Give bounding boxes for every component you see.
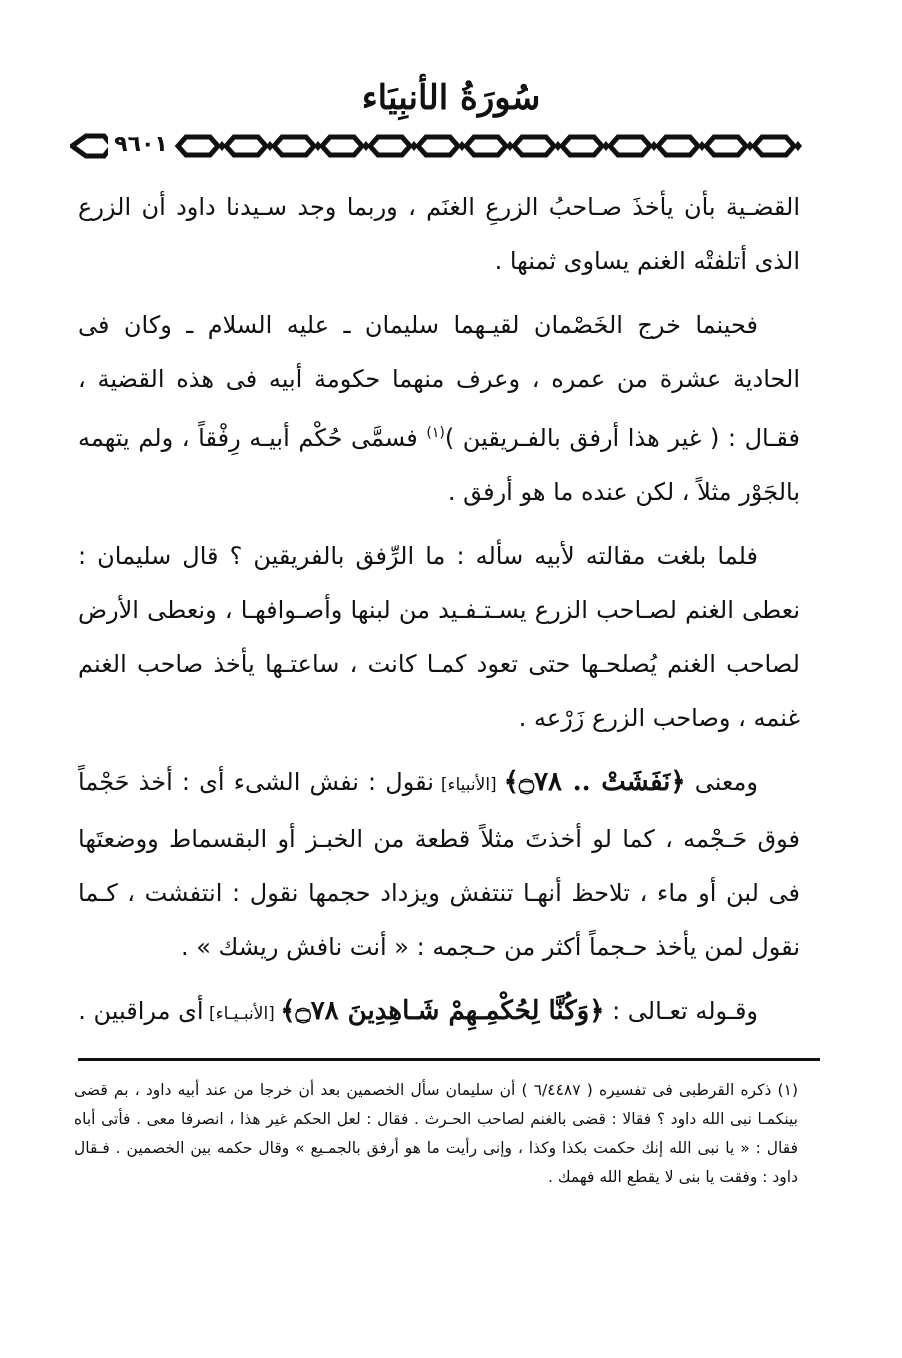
chain-link-ornament xyxy=(418,137,458,155)
footnote-reference: (١) xyxy=(426,425,445,441)
footnote-text: (١) ذكره القرطبى فى تفسيره ( ٦/٤٤٨٧ ) أن سليمان سأل الخصمين بعد أن خرجا من عند أبيه داود ، بم قضى بينكمـا نبى الله داود ؟ فقالا : قضى بالغنم لصاحب الحـرث . فقال : لعل الحكم غير هذا ، انصرفا معى . فأتى أباه فقال : « يا نبى الله إنك حكمت بكذا وكذا ، وإنى رأيت ما هو أرفق بالجمـيع » وقال حكمه بين الخصمين . فـقال داود : وفقت يا بنى لا يقطع الله فهمك . xyxy=(74,1081,798,1186)
chain-link-ornament xyxy=(322,137,362,155)
chain-link-ornament xyxy=(226,137,266,155)
surah-title: سُورَةُ الأنبِيَاء xyxy=(361,78,541,118)
paragraph-4-text-b: نقول : نفش الشىء أى : أخذ حَجْماً فوق حَـجْمه ، كما لو أخذتَ مثلاً قطعة من الخبـز أو البقسماط ووضعتَها فى لبن أو ماء ، تلاحظ أنهـا تنتفش ويزداد حجمها نقول : انتفشت ، كـما نقول لمن يأخذ حـجماً أكثر من حـجمه : « أنت نافش ريشك » . xyxy=(78,768,800,961)
chain-link-ornament xyxy=(370,137,410,155)
paragraph-2 xyxy=(78,298,800,519)
chain-link-ornament xyxy=(658,137,698,155)
paragraph-5 xyxy=(78,984,800,1041)
footnote xyxy=(74,1076,798,1192)
chain-link-ornament xyxy=(610,137,650,155)
paragraph-4-text-a: ومعنى xyxy=(685,768,758,796)
paragraph-1: القضـية بأن يأخذَ صـاحبُ الزرعِ الغنَم ، وربما وجد سـيدنا داود أن الزرع الذى أتلفتْه الغنم يساوى ثمنها . xyxy=(78,193,800,275)
chain-ornament-band xyxy=(70,126,832,166)
chain-link-ornament xyxy=(562,137,602,155)
paragraph-4 xyxy=(78,755,800,974)
surah-reference: [الأنبياء] xyxy=(433,775,504,795)
paragraph-5-text-b: أى مراقبين . xyxy=(78,997,204,1025)
page-number: ٩٦٠١ xyxy=(108,130,174,160)
footnote-divider xyxy=(78,1058,820,1061)
quran-verse-shahidin: ﴿وَكُنَّا لِحُكْمِـهِمْ شَـاهِدِينَ ۝٧٨﴾ xyxy=(280,996,605,1026)
surah-reference: [الأنبـيـاء] xyxy=(203,1004,281,1024)
main-text xyxy=(78,180,800,1051)
paragraph-2-text-a: فحينما خرج الخَصْمان لقيـهما سليمان ـ عليه السلام ـ وكان فى الحادية عشرة من عمره ، وعرف منهما حكومة أبيه فى هذه القضية ، فقـال : ( غير هذا أرفق بالفـريقين ) xyxy=(78,311,800,452)
chain-link-ornament xyxy=(178,137,218,155)
chain-link-ornament xyxy=(466,137,506,155)
chain-link-ornament xyxy=(706,137,746,155)
paragraph-2-text-b: فسمَّى حُكْم أبيـه رِفْقاً ، ولم يتهمه بالجَوْر مثلاً ، لكن عنده ما هو أرفق . xyxy=(78,424,800,506)
chain-link-ornament xyxy=(514,137,554,155)
chain-link-ornament xyxy=(72,136,112,156)
chain-link-ornament xyxy=(754,137,794,155)
paragraph-3: فلما بلغت مقالته لأبيه سأله : ما الرِّفق بالفريقين ؟ قال سليمان : نعطى الغنم لصـاحب الزرع يسـتـفـيد من لبنها وأصـوافهـا ، ونعطى الأرض لصاحب الغنم يُصلحـها حتى تعود كمـا كانت ، ساعتـها يأخذ صاحب الغنم غنمه ، وصاحب الزرع زَرْعه . xyxy=(78,542,800,732)
quran-verse-nafashat: ﴿نَفَشَتْ .. ۝٧٨﴾ xyxy=(503,767,686,797)
paragraph-5-text-a: وقـوله تعـالى : xyxy=(604,997,758,1025)
chain-link-ornament xyxy=(274,137,314,155)
diamond-ornament xyxy=(794,141,802,151)
